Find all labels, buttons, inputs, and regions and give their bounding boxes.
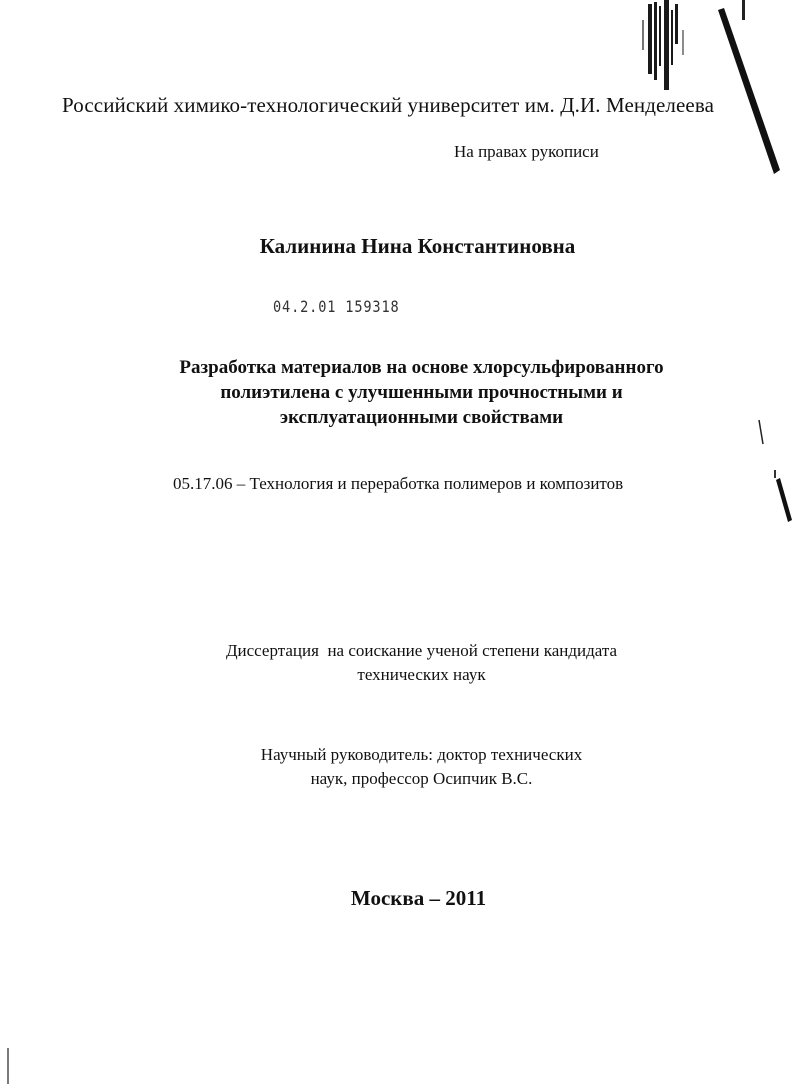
university-name: Российский химико-технологический университет им. Д.И. Менделеева xyxy=(62,93,714,117)
degree-statement-line: Диссертация на соискание ученой степени кандидата xyxy=(225,641,618,660)
supervisor-line: Научный руководитель: доктор технических xyxy=(260,745,583,764)
thesis-title-line: полиэтилена с улучшенными прочностными и xyxy=(220,382,623,403)
scan-artifact-bottom-left xyxy=(0,1040,20,1084)
thesis-title xyxy=(0,355,795,430)
city-year: Москва – 2011 xyxy=(350,886,487,910)
specialty-code: 05.17.06 – Технология и переработка полимеров и композитов xyxy=(173,474,624,493)
degree-statement xyxy=(0,639,795,687)
rights-note: На правах рукописи xyxy=(454,142,599,161)
thesis-title-line: Разработка материалов на основе хлорсульфированного xyxy=(179,357,664,378)
supervisor-line: наук, профессор Осипчик В.С. xyxy=(310,769,533,788)
author-name: Калинина Нина Константиновна xyxy=(259,234,576,258)
thesis-title-line: эксплуатационными свойствами xyxy=(279,407,564,428)
supervisor xyxy=(0,743,795,791)
degree-statement-line: технических наук xyxy=(357,665,486,684)
scan-artifact-top-right xyxy=(630,0,795,180)
registration-stamp: 04.2.01 159318 xyxy=(273,297,400,316)
